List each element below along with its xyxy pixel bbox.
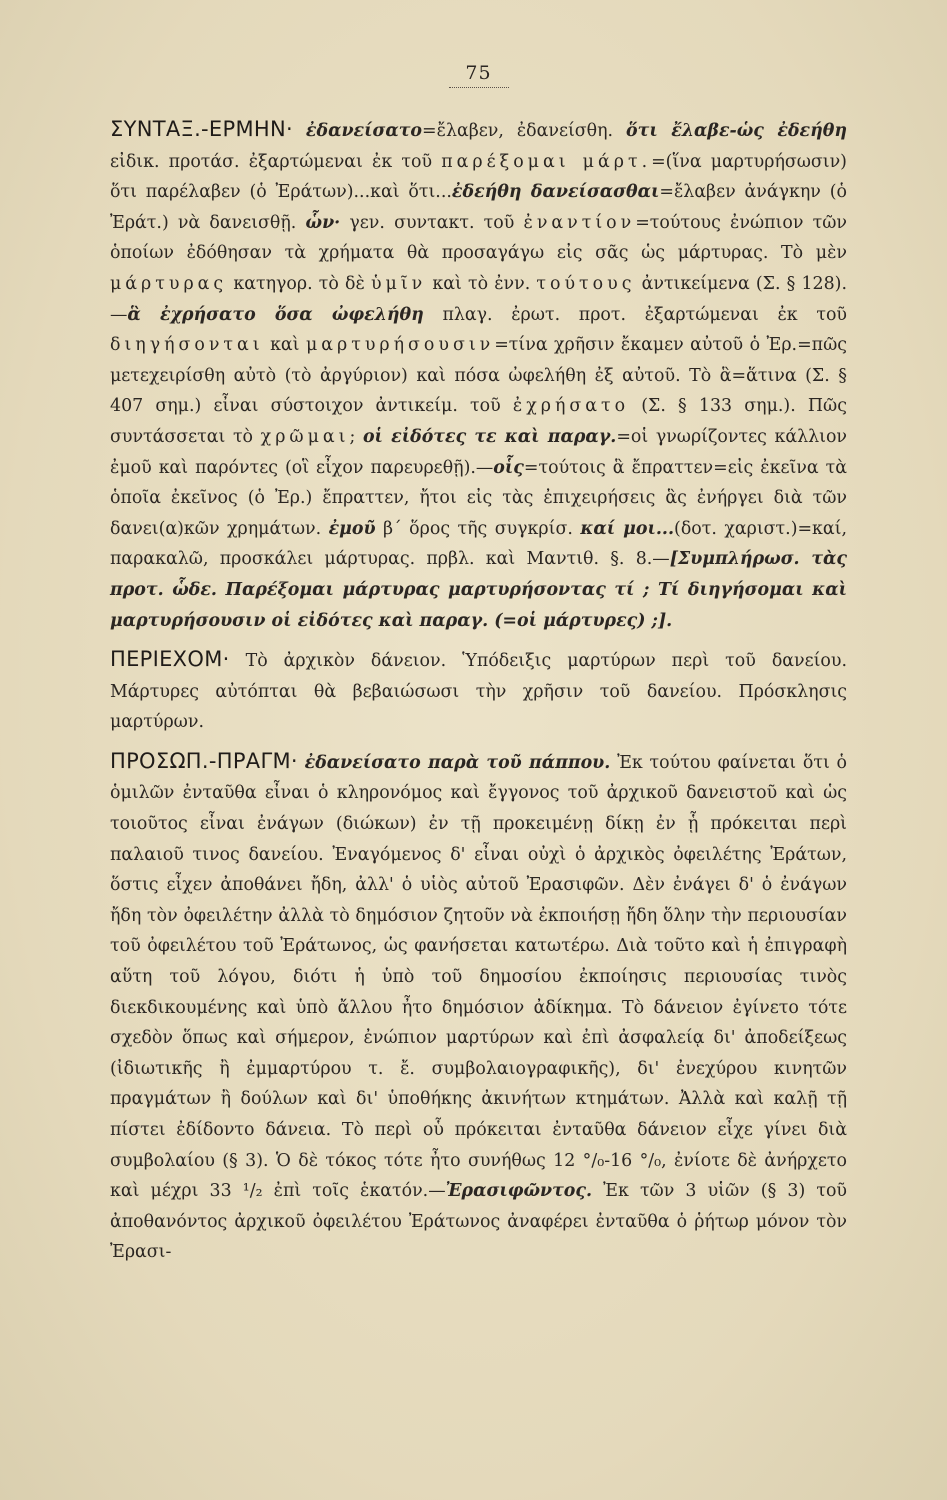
text-run: καὶ τὸ ἐνν. — [426, 273, 537, 294]
text-run: ἐμοῦ — [328, 518, 376, 539]
text-run: ; — [349, 426, 363, 447]
text-run: Ἐρασιφῶντος. — [445, 1181, 593, 1202]
section-contents — [110, 644, 847, 738]
text-run: =ἔλαβεν, ἐδανείσθη. — [422, 121, 627, 141]
text-run: μαρτυρήσουσιν — [305, 335, 495, 356]
text-run: =(ἵνα μαρτυρήσωσιν) ὅτι παρέλαβεν (ὁ Ἐράτων)...καὶ ὅτι... — [110, 151, 847, 203]
text-run: ἐδεήθη δανείσασθαι — [451, 182, 660, 203]
text-run: καί μοι... — [580, 518, 675, 539]
text-run — [298, 753, 305, 773]
text-run: [Συμπλήρωσ. τὰς προτ. ὧδε. Παρέξομαι μάρτυρας μαρτυρήσοντας τί ; Τί διηγήσομαι καὶ μαρτυρήσουσιν οἱ εἰδότες καὶ παραγ. (=οἱ μάρτυρες) ;]. — [110, 549, 847, 631]
text-run: ὅτι ἔλαβε-ὡς ἐδεήθη — [626, 121, 848, 141]
text-run: (Σ. § 133 σημ.). Πῶς συντάσσεται τὸ — [110, 396, 847, 447]
text-run: χρῶμαι — [260, 426, 350, 447]
section-heading-contents: ΠΕΡΙΕΧΟΜ· — [110, 647, 230, 672]
text-run: οἷς — [493, 457, 524, 478]
text-run: =τούτοις ἃ ἔπραττεν=εἰς ἐκεῖνα τὰ ὁποῖα ἐκεῖνος (ὁ Ἐρ.) ἔπραττεν, ἤτοι εἰς τὰς ἐπιχειρήσεις ἃς ἐνήργει διὰ τῶν δανει(α)κῶν χρημάτων. — [110, 457, 847, 539]
text-run — [293, 121, 306, 141]
text-run: ἃ ἐχρήσατο ὅσα ὠφελήθη — [127, 304, 424, 325]
text-run: =τίνα χρῆσιν ἔκαμεν αὐτοῦ ὁ Ἐρ.=πῶς μετεχειρίσθη αὐτὸ (τὸ ἀργύριον) καὶ πόσα ὠφελήθη ἐξ αὐτοῦ. Τὸ ἃ=ἅτινα (Σ. § 407 σημ.) εἶναι σύστοιχον ἀντικείμ. τοῦ — [110, 335, 847, 417]
text-run: κατηγορ. τὸ δὲ — [227, 273, 371, 294]
text-run: (δοτ. χαριστ.)=καί, παρακαλῶ, προσκάλει μάρτυρας. πρβλ. καὶ Μαντιθ. §. 8.— — [110, 518, 848, 570]
text-run: Ἐκ τούτου φαίνεται ὅτι ὁ ὁμιλῶν ἐνταῦθα εἶναι ὁ κληρονόμος καὶ ἔγγονος τοῦ ἀρχικοῦ δανειστοῦ καὶ ὡς τοιοῦτος εἶναι ἐνάγων (διώκων) ἐν τῇ προκειμένῃ δίκῃ ἐν ᾗ πρόκειται περὶ παλαιοῦ τινος δανείου. Ἐναγόμενος δ' εἶναι οὐχὶ ὁ ἀρχικὸς ὀφειλέτης Ἐράτων, ὅστις εἶχεν ἀποθάνει ἤδη, ἀλλ' ὁ υἱὸς αὐτοῦ Ἐρασιφῶν. Δὲν ἐνάγει δ' ὁ ἐνάγων ἤδη τὸν ὀφειλέτην ἀλλὰ τὸ δημόσιον ζητοῦν νὰ ἐκποιήσῃ ἤδη ὅλην τὴν περιουσίαν τοῦ ὀφειλέτου τοῦ Ἐράτωνος, ὡς φανήσεται κατωτέρω. Διὰ τοῦτο καὶ ἡ ἐπιγραφὴ αὕτη τοῦ λόγου, διότι ἡ ὑπὸ τοῦ δημοσίου ἐκποίησις περιουσίας τινὸς διεκδικουμένης καὶ ὑπὸ ἄλλου ἦτο δημόσιον ἀδίκημα. Τὸ δάνειον ἐγίνετο τότε σχεδὸν ὅπως καὶ σήμερον, ἐνώπιον μαρτύρων καὶ ἐπὶ ἀσφαλείᾳ δι' ἀποδείξεως (ἰδιωτικῆς ἢ ἐμμαρτύρου τ. ἔ. συμβολαιογραφικῆς), δι' ἐνεχύρου κινητῶν πραγμάτων ἢ δούλων καὶ δι' ὑποθήκης ἀκινήτων κτημάτων. Ἀλλὰ καὶ καλῇ τῇ πίστει ἐδίδοντο δάνεια. Τὸ περὶ οὗ πρόκειται ἐνταῦθα δάνειον εἶχε γίνει διὰ συμβολαίου (§ 3). Ὁ δὲ τόκος τότε ἦτο συνήθως 12 °/₀-16 °/₀, ἐνίοτε δὲ ἀνήρχετο καὶ μέχρι 33 ¹/₂ ἐπὶ τοῖς ἑκατόν.— — [110, 752, 848, 1202]
text-run: ἐχρήσατο — [512, 396, 630, 417]
text-run: ἐδανείσατο — [305, 121, 423, 141]
text-run: β΄ ὅρος τῆς συγκρίσ. — [375, 518, 581, 539]
text-run: οἱ εἰδότες τε καὶ παραγ. — [362, 426, 617, 447]
text-run: ὑμῖν — [370, 273, 427, 294]
text-run: =οἱ γνωρίζοντες κάλλιον ἐμοῦ καὶ παρόντες (οἳ εἶχον παρευρεθῇ).— — [110, 426, 847, 478]
text-run: τούτους — [536, 273, 636, 294]
persons-body — [110, 753, 847, 1263]
page-number: 75 — [110, 62, 847, 88]
syntax-body — [110, 121, 847, 631]
text-run: εἰδικ. προτάσ. ἐξαρτώμεναι ἐκ τοῦ — [110, 151, 442, 172]
contents-body: Τὸ ἀρχικὸν δάνειον. Ὑπόδειξις μαρτύρων περὶ τοῦ δανείου. Μάρτυρες αὐτόπται θὰ βεβαιώσωσι τὴν χρῆσιν τοῦ δανείου. Πρόσκλησις μαρτύρων. — [110, 651, 847, 733]
section-heading-persons: ΠΡΟΣΩΠ.-ΠΡΑΓΜ· — [110, 748, 298, 773]
text-run: καὶ — [263, 335, 306, 356]
section-persons — [110, 746, 847, 1268]
text-run: ἐναντίον — [523, 212, 636, 233]
text-run: =ἔλαβεν ἀνάγκην (ὁ Ἐράτ.) νὰ δανεισθῇ. — [110, 182, 847, 233]
text-run: =τούτους ἐνώπιον τῶν ὁποίων ἐδόθησαν τὰ χρήματα θὰ προσαγάγω εἰς σᾶς ὡς μάρτυρας. Τὸ μὲν — [110, 212, 847, 264]
section-heading-syntax: ΣΥΝΤΑΞ.-ΕΡΜΗΝ· — [110, 117, 293, 141]
section-syntax — [110, 114, 847, 636]
text-run: γεν. συντακτ. τοῦ — [340, 212, 524, 233]
text-run: ἀντικείμενα (Σ. § 128).— — [110, 273, 847, 325]
text-run: πλαγ. ἐρωτ. προτ. ἐξαρτώμεναι ἐκ τοῦ — [423, 304, 847, 325]
text-run: ὧν· — [305, 212, 341, 233]
text-run: διηγήσονται — [110, 335, 264, 356]
text-run: ἐδανείσατο παρὰ τοῦ πάππου. — [304, 752, 611, 773]
text-run: παρέξομαι μάρτ. — [441, 151, 652, 172]
text-run: μάρτυρας — [110, 273, 228, 294]
text-run: Ἐκ τῶν 3 υἱῶν (§ 3) τοῦ ἀποθανόντος ἀρχικοῦ ὀφειλέτου Ἐράτωνος ἀναφέρει ἐνταῦθα ὁ ῥήτωρ μόνον τὸν Ἐρασι- — [110, 1181, 847, 1263]
